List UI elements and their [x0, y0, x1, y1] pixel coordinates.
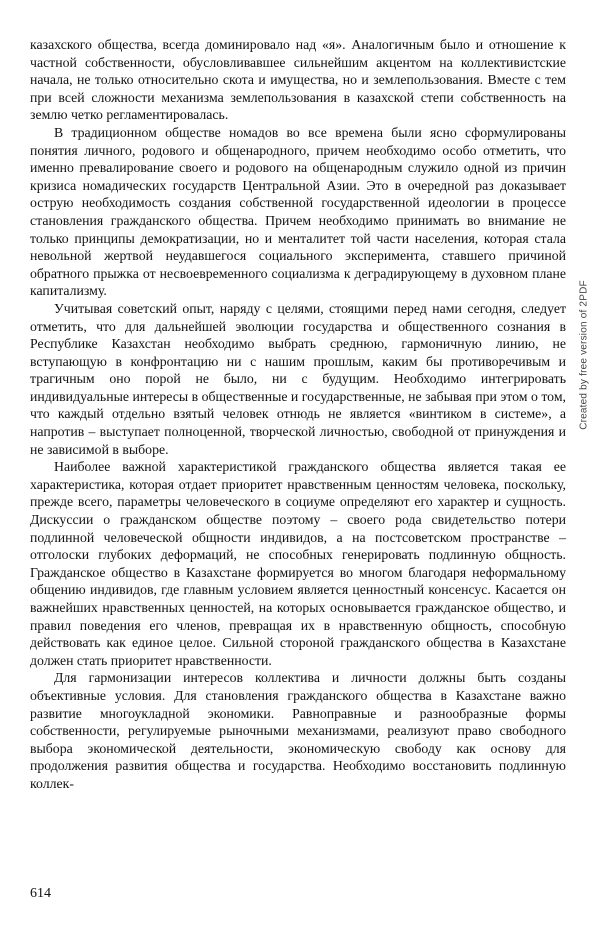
page-text-block: [30, 36, 566, 908]
page-number: 614: [30, 886, 51, 901]
paragraph-3: Учитывая советский опыт, наряду с целями, стоящими перед нами сегодня, следует отметить, что для дальнейшей эволюции государства и общественного сознания в Республике Казахстан необходимо выбрать среднюю, гармоничную линию, не вступающую в конфронтацию ни с нашим прошлым, каким бы противоречивым и трагичным оно порой не было, ни с будущим. Необходимо интегрировать индивидуальные интересы в общественные и государственные, не забывая при этом о том, что каждый отдельно взятый человек отнюдь не является «винтиком в системе», а напротив – выступает полноценной, творческой личностью, свободной от принуждения и не зависимой в выборе.: [30, 300, 566, 457]
paragraph-1: казахского общества, всегда доминировало над «я». Аналогичным было и отношение к частной собственности, обусловливавшее сильнейшим акцентом на коллективистские начала, не только относительно скота и имущества, но и землепользования. Вместе с тем при всей сложности механизма землепользования в казахской степи собственность на землю четко регламентировалась.: [30, 37, 566, 123]
paragraph-2: В традиционном обществе номадов во все времена были ясно сформулированы понятия личного, родового и общенародного, причем необходимо особо отметить, что именно превалирование своего и родового на общенародным служило одной из причин кризиса номадических государств Центральной Азии. Это в очередной раз доказывает острую необходимость создания собственной государственной идеологии в процессе становления гражданского общества. Причем необходимо принимать во внимание не только принципы демократизации, но и менталитет той части населения, которая стала невольной жертвой неудавшегося социального эксперимента, ставшего причиной обратного прыжка от несвоевременного социализма к деградирующему в духовном плане капитализму.: [30, 124, 566, 299]
paragraph-5: Для гармонизации интересов коллектива и личности должны быть созданы объективные условия. Для становления гражданского общества в Казахстане важно развитие многоукладной экономики. Равноправные и разнообразные формы собственности, регулируемые рыночными механизмами, реализуют право свободного выбора экономической деятельности, экономическую свободу как основу для продолжения развития общества и государства. Необходимо восстановить подлинную коллек-: [30, 670, 566, 791]
paragraph-4: Наиболее важной характеристикой гражданского общества является такая ее характеристика, которая отдает приоритет нравственным ценностям человека, поскольку, прежде всего, параметры человеческого в социуме определяют его характер и сущность. Дискуссии о гражданском обществе поэтому – своего рода свидетельство потери подлинной человеческой общности индивидов, а на постсоветском пространстве – отголоски глубоких деформаций, не способных генерировать подлинную общность. Гражданское общество в Казахстане формируется во многом благодаря неформальному общению индивидов, где главным условием является ценностный консенсус. Касается он важнейших нравственных ценностей, на которых основывается гражданское общество, и правил поведения его членов, превращая их в нравственную общность, способную действовать как единое целое. Сильной стороной гражданского общества в Казахстане должен стать приоритет нравственности.: [30, 459, 566, 668]
watermark: Created by free version of 2PDF: [578, 280, 590, 430]
